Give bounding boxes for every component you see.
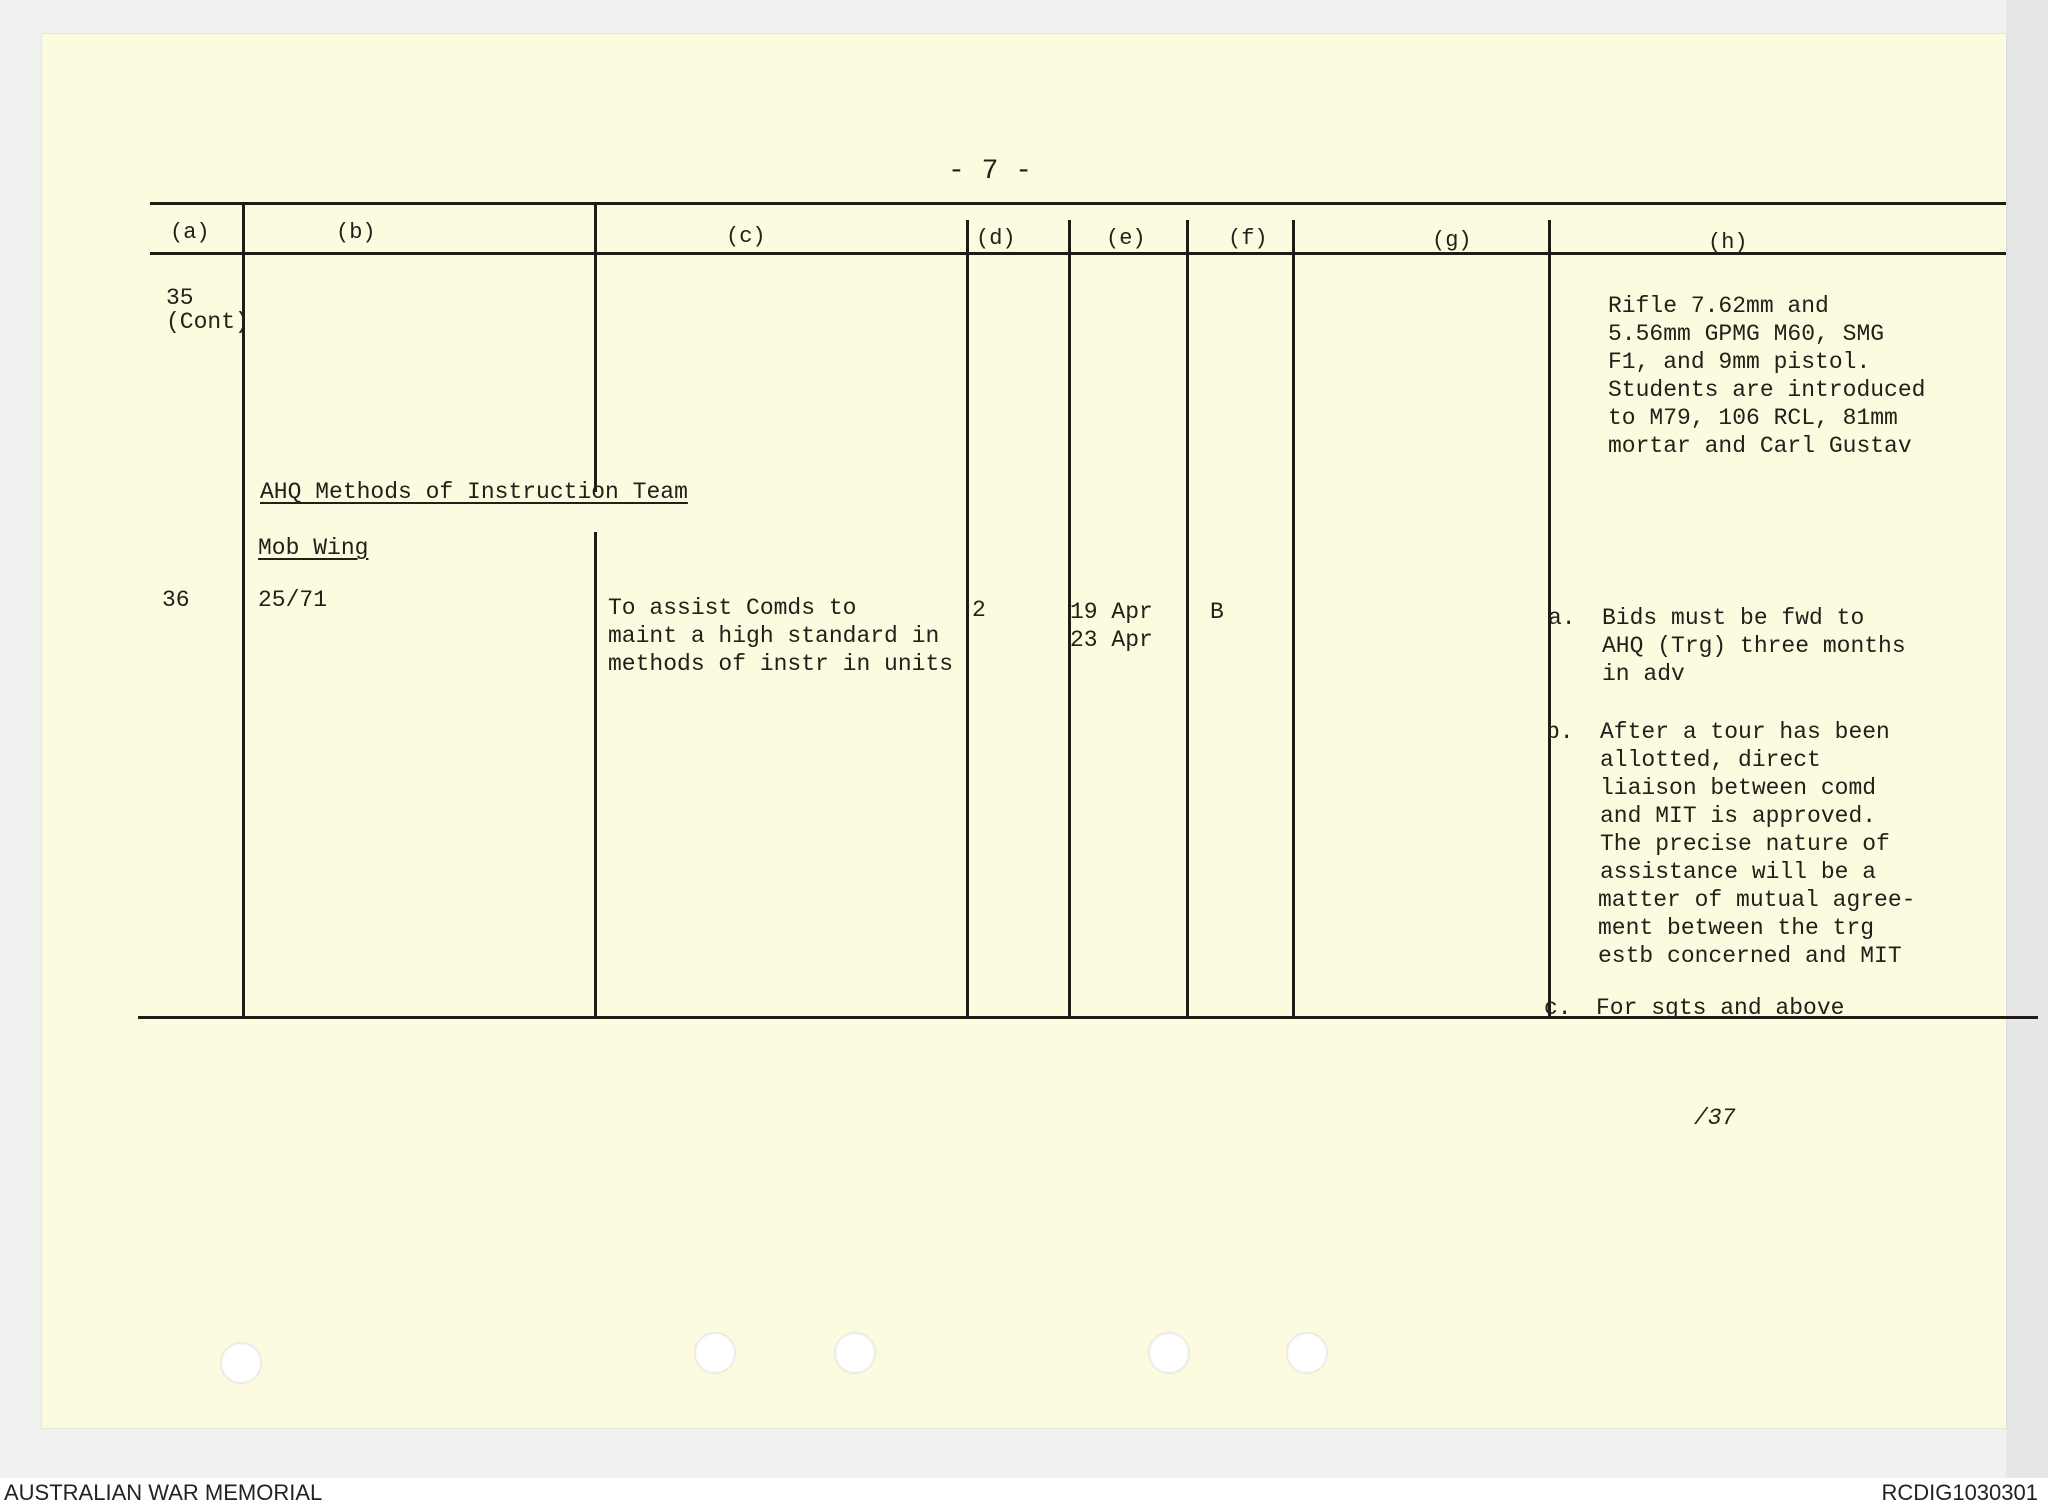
column-header-h: (h): [1708, 230, 1748, 255]
remarks-line: Rifle 7.62mm and: [1608, 293, 1829, 319]
remarks-line: mortar and Carl Gustav: [1608, 433, 1912, 459]
note-line: matter of mutual agree-: [1598, 887, 1916, 913]
column-header-g: (g): [1432, 228, 1472, 253]
row-36-f: B: [1210, 599, 1224, 625]
continuation-marker: /37: [1694, 1105, 1736, 1131]
punch-hole: [220, 1342, 262, 1384]
row-36-date-start: 19 Apr: [1070, 599, 1153, 625]
scan-edge: [2006, 0, 2048, 1478]
col-divider-bc: [594, 202, 597, 492]
footer-record-id: RCDIG1030301: [1881, 1480, 2038, 1505]
punch-hole: [834, 1332, 876, 1374]
footer-institution: AUSTRALIAN WAR MEMORIAL: [4, 1480, 323, 1505]
col-divider-bc-lower: [594, 532, 597, 1018]
column-header-c: (c): [726, 224, 766, 249]
row-36-serial: 36: [162, 587, 190, 613]
column-header-b: (b): [336, 220, 376, 245]
section-heading: AHQ Methods of Instruction Team: [260, 479, 688, 505]
punch-hole: [694, 1332, 736, 1374]
column-header-a: (a): [170, 220, 210, 245]
row-36-date-end: 23 Apr: [1070, 627, 1153, 653]
column-header-d: (d): [976, 226, 1016, 251]
purpose-line: methods of instr in units: [608, 651, 954, 677]
purpose-line: To assist Comds to: [608, 595, 857, 621]
note-line: in adv: [1602, 661, 1685, 687]
row-36-d: 2: [972, 597, 986, 623]
page-number: - 7 -: [948, 156, 1033, 187]
row-35-cont: (Cont): [166, 309, 249, 335]
note-line: estb concerned and MIT: [1598, 943, 1902, 969]
punch-hole: [1286, 1332, 1328, 1374]
column-header-e: (e): [1106, 226, 1146, 251]
note-line: and MIT is approved.: [1600, 803, 1877, 829]
row-35-serial: 35: [166, 285, 194, 311]
note-marker: c.: [1544, 995, 1572, 1021]
note-line: assistance will be a: [1600, 859, 1877, 885]
note-line: allotted, direct: [1600, 747, 1821, 773]
row-36-course: 25/71: [258, 587, 328, 613]
remarks-line: F1, and 9mm pistol.: [1608, 349, 1871, 375]
col-divider-cd: [966, 220, 969, 1018]
note-marker: b.: [1546, 719, 1574, 745]
note-line: Bids must be fwd to: [1602, 605, 1865, 631]
remarks-line: 5.56mm GPMG M60, SMG: [1608, 321, 1885, 347]
table-top-rule: [150, 202, 2006, 205]
col-divider-fg: [1292, 220, 1295, 1018]
purpose-line: maint a high standard in: [608, 623, 940, 649]
note-line: AHQ (Trg) three months: [1602, 633, 1906, 659]
note-line: liaison between comd: [1600, 775, 1877, 801]
col-divider-ef: [1186, 220, 1189, 1018]
remarks-line: Students are introduced: [1608, 377, 1926, 403]
note-line: After a tour has been: [1600, 719, 1890, 745]
document-page: [42, 34, 2006, 1428]
note-line: ment between the trg: [1598, 915, 1875, 941]
sub-heading: Mob Wing: [258, 535, 369, 561]
note-line: For sgts and above: [1596, 995, 1845, 1021]
note-line: The precise nature of: [1600, 831, 1890, 857]
punch-hole: [1148, 1332, 1190, 1374]
column-header-f: (f): [1228, 226, 1268, 251]
archive-footer: [0, 1478, 2048, 1508]
remarks-line: to M79, 106 RCL, 81mm: [1608, 405, 1898, 431]
note-marker: a.: [1548, 605, 1576, 631]
